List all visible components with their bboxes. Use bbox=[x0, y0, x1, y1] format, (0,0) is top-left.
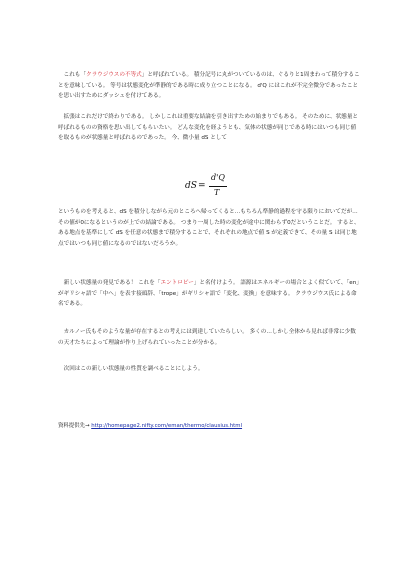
entropy-term: エントロピー bbox=[160, 280, 194, 286]
paragraph-carnot: カルノー氏もそのような量が存在するとの考えには到達していたらしい。 多くの…しかし全体から見れば非常に少数の天才たちによって理論が作り上げられていったことが分かる。 bbox=[58, 329, 356, 346]
formula-denominator: T bbox=[214, 188, 220, 197]
source-link[interactable]: http://homepage2.nifty.com/eman/thermo/clausius.html bbox=[91, 423, 243, 429]
formula-lhs: dS bbox=[185, 181, 197, 191]
source-label: 資料提供先→ bbox=[58, 423, 90, 429]
p1-body: 」と呼ばれている。 積分記号に丸がついているのは、ぐるりと1周まわって積分することを意味している。 等号は状態変化が準静的である時に成り立つことになる。 d'Q にはこれが不完全微分であったことを思い出すためにダッシュを付けてある。 bbox=[58, 72, 360, 100]
fraction-bar bbox=[209, 186, 227, 187]
p4-body: 」と名付けよう。 語源はエネルギーの場合とよく似ていて、「en」がギリシャ語で「中へ」を表す接頭辞、「trope」がギリシャ語で「変化、変換」を意味する。 クラウジウス氏による命名である。 bbox=[58, 280, 360, 308]
p1-lead: これも「 bbox=[58, 72, 86, 78]
clausius-inequality-term: クラウジウスの不等式 bbox=[85, 72, 142, 78]
entropy-differential-formula bbox=[185, 172, 235, 202]
p4-lead: 新しい状態量の発見である！ これを「 bbox=[58, 280, 161, 286]
formula-numerator: d'Q bbox=[211, 173, 225, 182]
paragraph-clausius-inequality bbox=[58, 70, 360, 102]
source-credit bbox=[58, 421, 378, 431]
paragraph-integration: というものを考えると、dS を積分しながら元のところへ帰ってくると…もちろん準静的過程を守る限りにおいてだが…その値が0になるというのが上での結論である。 つまり一周した時の変化が途中に関わらず0だということだ。 すると、ある地点を基準にして dS を任意の状態まで積分することで、それぞれの地点で値 S が定義できて、その量 S は同じ地点ではいつも同じ値になるのではないだろうか。 bbox=[58, 209, 360, 247]
paragraph-next-time: 次回はこの新しい状態量の性質を調べることにしよう。 bbox=[58, 366, 204, 372]
formula-equals: = bbox=[198, 181, 206, 191]
paragraph-entropy-naming bbox=[58, 278, 360, 310]
paragraph-state-quantity: 拡張はこれだけで終わりである。 しかしこれは重要な結論を引き出すための始まりでもある。 そのために、状態量と呼ばれるものの資格を思い出してもらいたい。 どんな変化を経ようとも、気体の状態が同じである時にはいつも同じ値を取るものが状態量と呼ばれるのであった。 今、微小量 dS として bbox=[58, 114, 359, 142]
